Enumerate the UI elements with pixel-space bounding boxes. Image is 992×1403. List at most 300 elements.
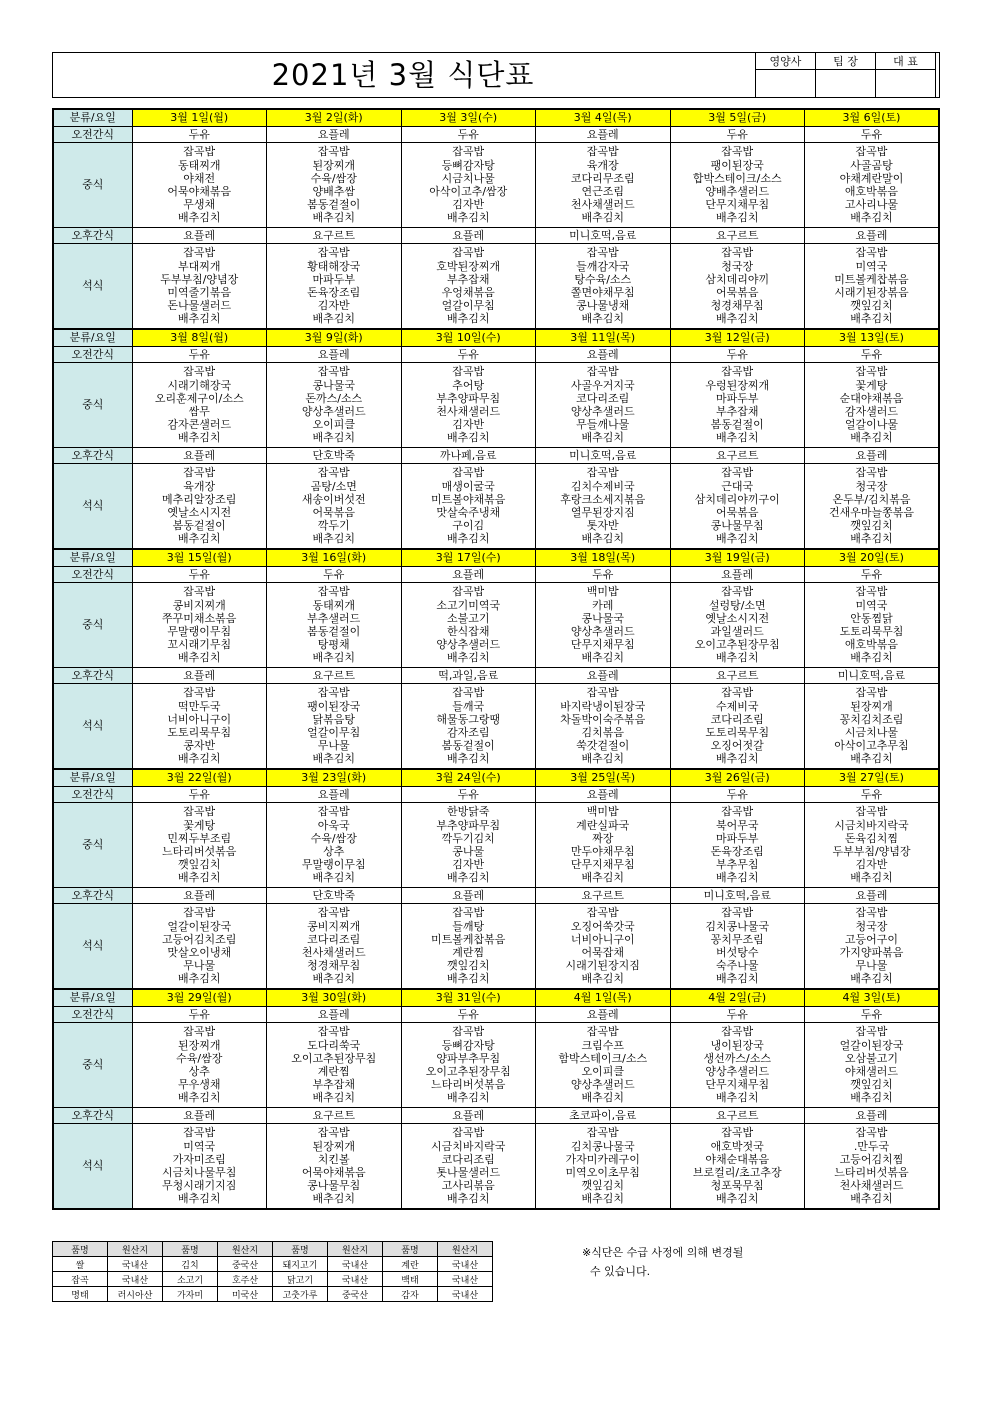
pm-snack-cell: 요구르트: [670, 1108, 805, 1124]
dish: 도토리묵무침: [705, 726, 770, 739]
dinner-cell: [401, 464, 536, 550]
dish: 배추김치: [850, 431, 893, 445]
dish: 잡곡밥: [183, 365, 216, 379]
am-snack-cell: 두유: [132, 347, 267, 363]
pm-snack-cell: 미니호떡,음료: [536, 228, 671, 244]
dish: 차돌박이숙주볶음: [560, 712, 646, 726]
dish: 콩나물무침: [307, 1179, 361, 1193]
pm-snack-row: [53, 888, 939, 904]
lunch-cell: [401, 583, 536, 668]
origin-country: 중국산: [218, 1257, 273, 1272]
dinner-cell: [267, 684, 402, 770]
dish: 콩나물국: [312, 378, 355, 392]
origin-country: 러시아산: [108, 1287, 163, 1302]
pm-snack-label: 오후간식: [53, 668, 132, 684]
pm-snack-label: 오후간식: [53, 1108, 132, 1124]
dish: 계란찜: [317, 1065, 350, 1078]
dish: 버섯탕수: [715, 946, 759, 959]
lunch-cell: [670, 363, 805, 448]
am-snack-row: [53, 127, 939, 143]
dish: 가지양파볶음: [839, 946, 904, 959]
dish: 수육/쌈장: [310, 171, 357, 185]
am-snack-cell: 두유: [670, 127, 805, 143]
approval-ceo: 대 표: [876, 53, 936, 70]
dish: 김치콩나물국: [705, 919, 770, 933]
am-snack-cell: 두유: [132, 1007, 267, 1023]
dish: 고등어구이: [844, 932, 899, 946]
am-snack-cell: 요플레: [536, 127, 671, 143]
dish: 배추김치: [312, 211, 355, 225]
lunch-cell: [805, 803, 940, 888]
lunch-label: 중식: [53, 363, 132, 448]
dish: 시금치나물: [844, 726, 899, 739]
dish: 잡곡밥: [586, 466, 619, 480]
dish: 미역오이초무침: [565, 1166, 640, 1179]
am-snack-label: 오전간식: [53, 1007, 132, 1023]
dish: 배추김치: [177, 1091, 221, 1105]
dish: 백미밥: [586, 585, 619, 599]
dish: 잡곡밥: [317, 1126, 350, 1140]
origin-country: 중국산: [328, 1287, 383, 1302]
lunch-cell: [536, 803, 671, 888]
dish: 잡곡밥: [317, 805, 350, 819]
origin-country-header: 원산지: [438, 1242, 493, 1257]
day-header: 3월 4일(목): [536, 109, 671, 127]
change-notice: [582, 1243, 743, 1281]
dish: 김치볶음: [581, 726, 624, 739]
dish: 잡곡밥: [317, 466, 350, 480]
dish: 아삭이고추/쌈장: [429, 185, 508, 198]
dish: 오이피클: [581, 1065, 624, 1078]
dish: 청경채무침: [710, 299, 764, 313]
lunch-cell: [670, 803, 805, 888]
dish: 마파두부: [715, 831, 759, 845]
am-snack-cell: 요플레: [670, 567, 805, 583]
dish: 계란실파국: [576, 818, 630, 832]
dish: 들깨탕: [452, 919, 485, 933]
origin-item: 닭고기: [273, 1272, 328, 1287]
dish: 떡만두국: [177, 699, 221, 713]
day-header: 3월 8일(월): [132, 329, 267, 347]
dish: 미트볼케찹볶음: [834, 272, 909, 286]
lunch-cell: [536, 143, 671, 228]
dish: 무나물: [183, 959, 216, 973]
origin-item-header: 품명: [273, 1242, 328, 1257]
dish: 잡곡밥: [183, 1025, 216, 1039]
dish: 잡곡밥: [721, 906, 754, 920]
dish: 미역줄기볶음: [167, 286, 232, 299]
origin-country-header: 원산지: [108, 1242, 163, 1257]
dish: 배추김치: [446, 532, 490, 546]
lunch-cell: [670, 143, 805, 228]
dish: 육개장: [183, 479, 216, 493]
lunch-cell: [132, 143, 267, 228]
pm-snack-cell: 떡,과일,음료: [401, 668, 536, 684]
dish: 된장찌개: [850, 699, 893, 713]
dish: 크림수프: [581, 1038, 624, 1052]
dish: 얼갈이무침: [441, 299, 495, 313]
lunch-cell: [536, 583, 671, 668]
dish: 열무된장지짐: [570, 506, 635, 519]
dish: 오리훈제구이/소스: [154, 391, 244, 405]
day-header: 3월 23일(화): [267, 769, 402, 787]
dish: 배추김치: [581, 211, 624, 225]
dish: 무말랭이무침: [301, 858, 366, 872]
origin-country: 호주산: [218, 1272, 273, 1287]
dish: 배추김치: [715, 532, 759, 546]
am-snack-cell: 요플레: [267, 127, 402, 143]
day-header: 3월 19일(금): [670, 549, 805, 567]
dish: 깻잎김치: [177, 858, 221, 872]
origin-item: 소고기: [163, 1272, 218, 1287]
dinner-cell: [805, 1124, 940, 1210]
am-snack-cell: 두유: [536, 567, 671, 583]
pm-snack-label: 오후간식: [53, 228, 132, 244]
lunch-row: [53, 803, 939, 888]
dinner-label: 석식: [53, 244, 132, 330]
origin-country: 국내산: [328, 1257, 383, 1272]
dish: 잡곡밥: [855, 145, 888, 159]
dish: 김자반: [452, 418, 485, 432]
dish: 천사채샐러드: [570, 198, 635, 212]
dish: 감자조림: [446, 726, 490, 739]
dish: 도다리쑥국: [307, 1038, 361, 1052]
pm-snack-row: [53, 1108, 939, 1124]
pm-snack-cell: 요플레: [132, 448, 267, 464]
origin-country: 미국산: [218, 1287, 273, 1302]
dish: 배추김치: [581, 972, 624, 986]
dish: 팽이된장국: [710, 158, 764, 172]
dish: 잡곡밥: [317, 906, 350, 920]
dish: 배추김치: [446, 312, 490, 326]
am-snack-cell: 두유: [267, 567, 402, 583]
day-header: 3월 27일(토): [805, 769, 940, 787]
dinner-row: [53, 244, 939, 330]
pm-snack-cell: 요플레: [132, 668, 267, 684]
dish: 등뼈감자탕: [441, 1038, 495, 1052]
dish: 잡곡밥: [721, 1025, 754, 1039]
notice-line: ※식단은 수급 사정에 의해 변경될: [582, 1246, 744, 1259]
dinner-cell: [132, 244, 267, 330]
dish: 꽁치무조림: [710, 932, 764, 946]
lunch-label: 중식: [53, 1023, 132, 1108]
dish: 배추김치: [581, 431, 624, 445]
lunch-label: 중식: [53, 583, 132, 668]
dish: 잡곡밥: [855, 686, 888, 700]
dish: 부추잡채: [715, 405, 759, 418]
dish: 청경채무침: [307, 959, 361, 973]
dish: 배추김치: [177, 211, 221, 225]
dish: 잡곡밥: [452, 1025, 485, 1039]
lunch-cell: [805, 583, 940, 668]
dish: 상추: [323, 845, 345, 858]
dish: 숙주나물: [715, 959, 759, 973]
dish: 마파두부: [715, 391, 759, 405]
dish: 배추김치: [715, 312, 759, 326]
dish: 잡곡밥: [721, 365, 754, 379]
dish: 시래기된장볶음: [834, 286, 909, 299]
dish: 북어무국: [715, 818, 759, 832]
dish: 깍두기: [317, 519, 350, 533]
menu-table: [52, 108, 940, 1210]
dish: 배추김치: [581, 312, 624, 326]
dinner-cell: [267, 244, 402, 330]
pm-snack-cell: 요플레: [401, 1108, 536, 1124]
day-header: 3월 29일(월): [132, 989, 267, 1007]
dish: 얼갈이나물: [844, 418, 899, 432]
dish: 배추김치: [312, 312, 355, 326]
am-snack-cell: 두유: [805, 1007, 940, 1023]
dish: 닭볶음탕: [312, 712, 355, 726]
dish: 부추무침: [715, 858, 759, 872]
dish: 아욱국: [317, 818, 350, 832]
dish: 코다리조림: [307, 932, 361, 946]
dinner-cell: [536, 1124, 671, 1210]
lunch-row: [53, 143, 939, 228]
dish: 잡곡밥: [317, 1025, 350, 1039]
am-snack-label: 오전간식: [53, 567, 132, 583]
day-header: 3월 31일(수): [401, 989, 536, 1007]
dish: 배추김치: [581, 651, 624, 665]
dish: 배추김치: [581, 871, 624, 885]
am-snack-cell: 요플레: [536, 347, 671, 363]
category-label: 분류/요일: [53, 769, 132, 787]
dish: 황태해장국: [307, 259, 361, 273]
dish: .만두국: [853, 1139, 890, 1153]
dish: 수육/쌈장: [310, 831, 357, 845]
dish: 꽃게탕: [855, 378, 888, 392]
dish: 잡곡밥: [183, 585, 216, 599]
dish: 메추리알장조림: [162, 492, 237, 506]
dish: 배추김치: [446, 871, 490, 885]
dish: 천사채샐러드: [839, 1179, 904, 1193]
lunch-cell: [267, 583, 402, 668]
am-snack-cell: 요플레: [267, 347, 402, 363]
lunch-label: 중식: [53, 803, 132, 888]
dish: 단무지채무침: [705, 198, 770, 212]
dish: 봄동겉절이: [441, 739, 495, 753]
pm-snack-cell: 요구르트: [670, 448, 805, 464]
dish: 무나물: [317, 739, 350, 753]
dish: 탕수육/소스: [574, 272, 632, 286]
dish: 시금치나물: [441, 171, 495, 185]
dish: 치킨볼: [317, 1152, 350, 1166]
dish: 배추김치: [850, 871, 893, 885]
dish: 고등어김치찜: [839, 1152, 904, 1166]
dish: 가자미카레구이: [565, 1152, 640, 1166]
day-header: 3월 13일(토): [805, 329, 940, 347]
dish: 배추김치: [715, 1091, 759, 1105]
lunch-cell: [805, 363, 940, 448]
dish: 사골곰탕: [850, 158, 893, 172]
dish: 생선까스/소스: [703, 1051, 771, 1065]
origin-table: [52, 1241, 493, 1302]
dish: 단무지채무침: [705, 1078, 770, 1092]
dish: 쑥갓겉절이: [576, 739, 630, 753]
week-header-row: [53, 989, 939, 1007]
day-header: 4월 2일(금): [670, 989, 805, 1007]
dish: 잡곡밥: [721, 1126, 754, 1140]
am-snack-row: [53, 347, 939, 363]
dish: 오이고추된장무침: [291, 1051, 377, 1065]
lunch-cell: [267, 1023, 402, 1108]
dish: 배추김치: [715, 211, 759, 225]
dinner-cell: [132, 684, 267, 770]
dish: 잡곡밥: [855, 906, 888, 920]
dinner-cell: [401, 244, 536, 330]
dinner-cell: [805, 684, 940, 770]
dish: 설렁탕/소면: [708, 598, 766, 612]
dish: 민찌두부조림: [167, 831, 232, 845]
dish: 너비아니구이: [570, 932, 635, 946]
pm-snack-cell: 요플레: [132, 228, 267, 244]
day-header: 3월 11일(목): [536, 329, 671, 347]
dish: 꼬시래기무침: [167, 638, 232, 652]
category-label: 분류/요일: [53, 549, 132, 567]
dish: 야채샐러드: [844, 1065, 899, 1078]
dish: 호박된장찌개: [436, 259, 501, 273]
dish: 배추김치: [446, 1091, 490, 1105]
dish: 잡곡밥: [452, 686, 485, 700]
dish: 잡곡밥: [721, 585, 754, 599]
dish: 맛살오이냉채: [167, 946, 232, 959]
pm-snack-cell: 요구르트: [670, 228, 805, 244]
approval-nutritionist: 영양사: [756, 53, 816, 70]
origin-item: 가자미: [163, 1287, 218, 1302]
dish: 코다리조림: [441, 1152, 495, 1166]
pm-snack-cell: 미니호떡,음료: [536, 448, 671, 464]
am-snack-cell: 두유: [401, 1007, 536, 1023]
dish: 배추김치: [446, 651, 490, 665]
dish: 탕평채: [317, 638, 350, 652]
am-snack-label: 오전간식: [53, 787, 132, 803]
pm-snack-cell: 초코파이,음료: [536, 1108, 671, 1124]
dish: 콩나물국: [581, 611, 624, 625]
pm-snack-cell: 요플레: [536, 668, 671, 684]
dish: 애호박젓국: [710, 1139, 764, 1153]
origin-item-header: 품명: [163, 1242, 218, 1257]
dish: 양상추샐러드: [436, 638, 501, 652]
dish: 배추김치: [177, 651, 221, 665]
dish: 연근조림: [581, 185, 624, 198]
dinner-label: 석식: [53, 684, 132, 770]
approval-signature-cell: [756, 70, 816, 98]
dish: 잡곡밥: [452, 1126, 485, 1140]
dinner-cell: [536, 904, 671, 990]
lunch-cell: [132, 583, 267, 668]
origin-item: 백태: [383, 1272, 438, 1287]
dish: 콩자반: [183, 739, 216, 753]
dish: 잡곡밥: [183, 906, 216, 920]
dish: 후랑크소세지볶음: [560, 492, 646, 506]
pm-snack-cell: 요플레: [805, 228, 940, 244]
dinner-label: 석식: [53, 1124, 132, 1210]
day-header: 3월 25일(목): [536, 769, 671, 787]
origin-item: 고춧가루: [273, 1287, 328, 1302]
dish: 도토리묵무침: [167, 726, 232, 739]
dish: 배추김치: [850, 211, 893, 225]
dish: 잡곡밥: [452, 365, 485, 379]
dish: 돈육김치찜: [844, 831, 899, 845]
am-snack-cell: 두유: [401, 787, 536, 803]
dish: 콩비지찌개: [172, 598, 226, 612]
pm-snack-cell: 요플레: [805, 888, 940, 904]
dinner-label: 석식: [53, 904, 132, 990]
lunch-cell: [132, 363, 267, 448]
dish: 오이고추된장무침: [425, 1065, 511, 1078]
dish: 양배추쌈: [312, 185, 355, 198]
lunch-row: [53, 363, 939, 448]
dish: 배추김치: [312, 752, 355, 766]
dish: 안동찜닭: [850, 611, 893, 625]
dish: 오징어젓갈: [710, 739, 764, 753]
dinner-cell: [132, 1124, 267, 1210]
dish: 코다리조림: [576, 391, 630, 405]
dish: 배추김치: [312, 1091, 355, 1105]
dish: 동태찌개: [312, 598, 355, 612]
week-header-row: [53, 329, 939, 347]
dish: 김자반: [452, 858, 485, 872]
dish: 추어탕: [452, 378, 485, 392]
dish: 소고기미역국: [436, 598, 501, 612]
dinner-cell: [132, 904, 267, 990]
dish: 깻잎김치: [850, 519, 893, 533]
pm-snack-cell: 요구르트: [267, 228, 402, 244]
dish: 팽이된장국: [307, 699, 361, 713]
am-snack-cell: 요플레: [536, 787, 671, 803]
dish: 함박스테이크/소스: [558, 1051, 648, 1065]
dish: 미역국: [183, 1139, 216, 1153]
dish: 봄동겉절이: [307, 625, 361, 638]
pm-snack-label: 오후간식: [53, 888, 132, 904]
dish: 고사리볶음: [441, 1179, 495, 1193]
dish: 배추김치: [715, 1192, 759, 1206]
dish: 돈육장조림: [307, 286, 361, 299]
lunch-cell: [536, 363, 671, 448]
dish: 카레: [592, 598, 614, 612]
pm-snack-cell: 요구르트: [536, 888, 671, 904]
lunch-cell: [805, 1023, 940, 1108]
dish: 계란찜: [452, 946, 485, 959]
dish: 곰탕/소면: [310, 479, 357, 493]
dinner-cell: [536, 684, 671, 770]
dish: 바지락냉이된장국: [560, 699, 646, 713]
origin-row: [53, 1257, 493, 1272]
dish: 잡곡밥: [855, 1126, 888, 1140]
dish: 배추김치: [850, 1091, 893, 1105]
dish: 미트볼야채볶음: [431, 492, 506, 506]
dish: 배추김치: [446, 752, 490, 766]
am-snack-cell: 두유: [670, 787, 805, 803]
dinner-row: [53, 684, 939, 770]
origin-item-header: 품명: [53, 1242, 108, 1257]
dish: 배추김치: [312, 972, 355, 986]
dish: 잡곡밥: [855, 246, 888, 260]
day-header: 3월 10일(수): [401, 329, 536, 347]
dinner-cell: [670, 464, 805, 550]
dish: 얼갈이된장국: [167, 919, 232, 933]
dinner-cell: [267, 904, 402, 990]
dish: 배추김치: [715, 431, 759, 445]
lunch-cell: [267, 363, 402, 448]
category-label: 분류/요일: [53, 989, 132, 1007]
dish: 천사채샐러드: [436, 405, 501, 418]
dish: 배추김치: [715, 651, 759, 665]
dish: 배추김치: [177, 312, 221, 326]
dish: 잡곡밥: [855, 585, 888, 599]
dish: 꽃게탕: [183, 818, 216, 832]
dish: 부추양파무침: [436, 391, 501, 405]
